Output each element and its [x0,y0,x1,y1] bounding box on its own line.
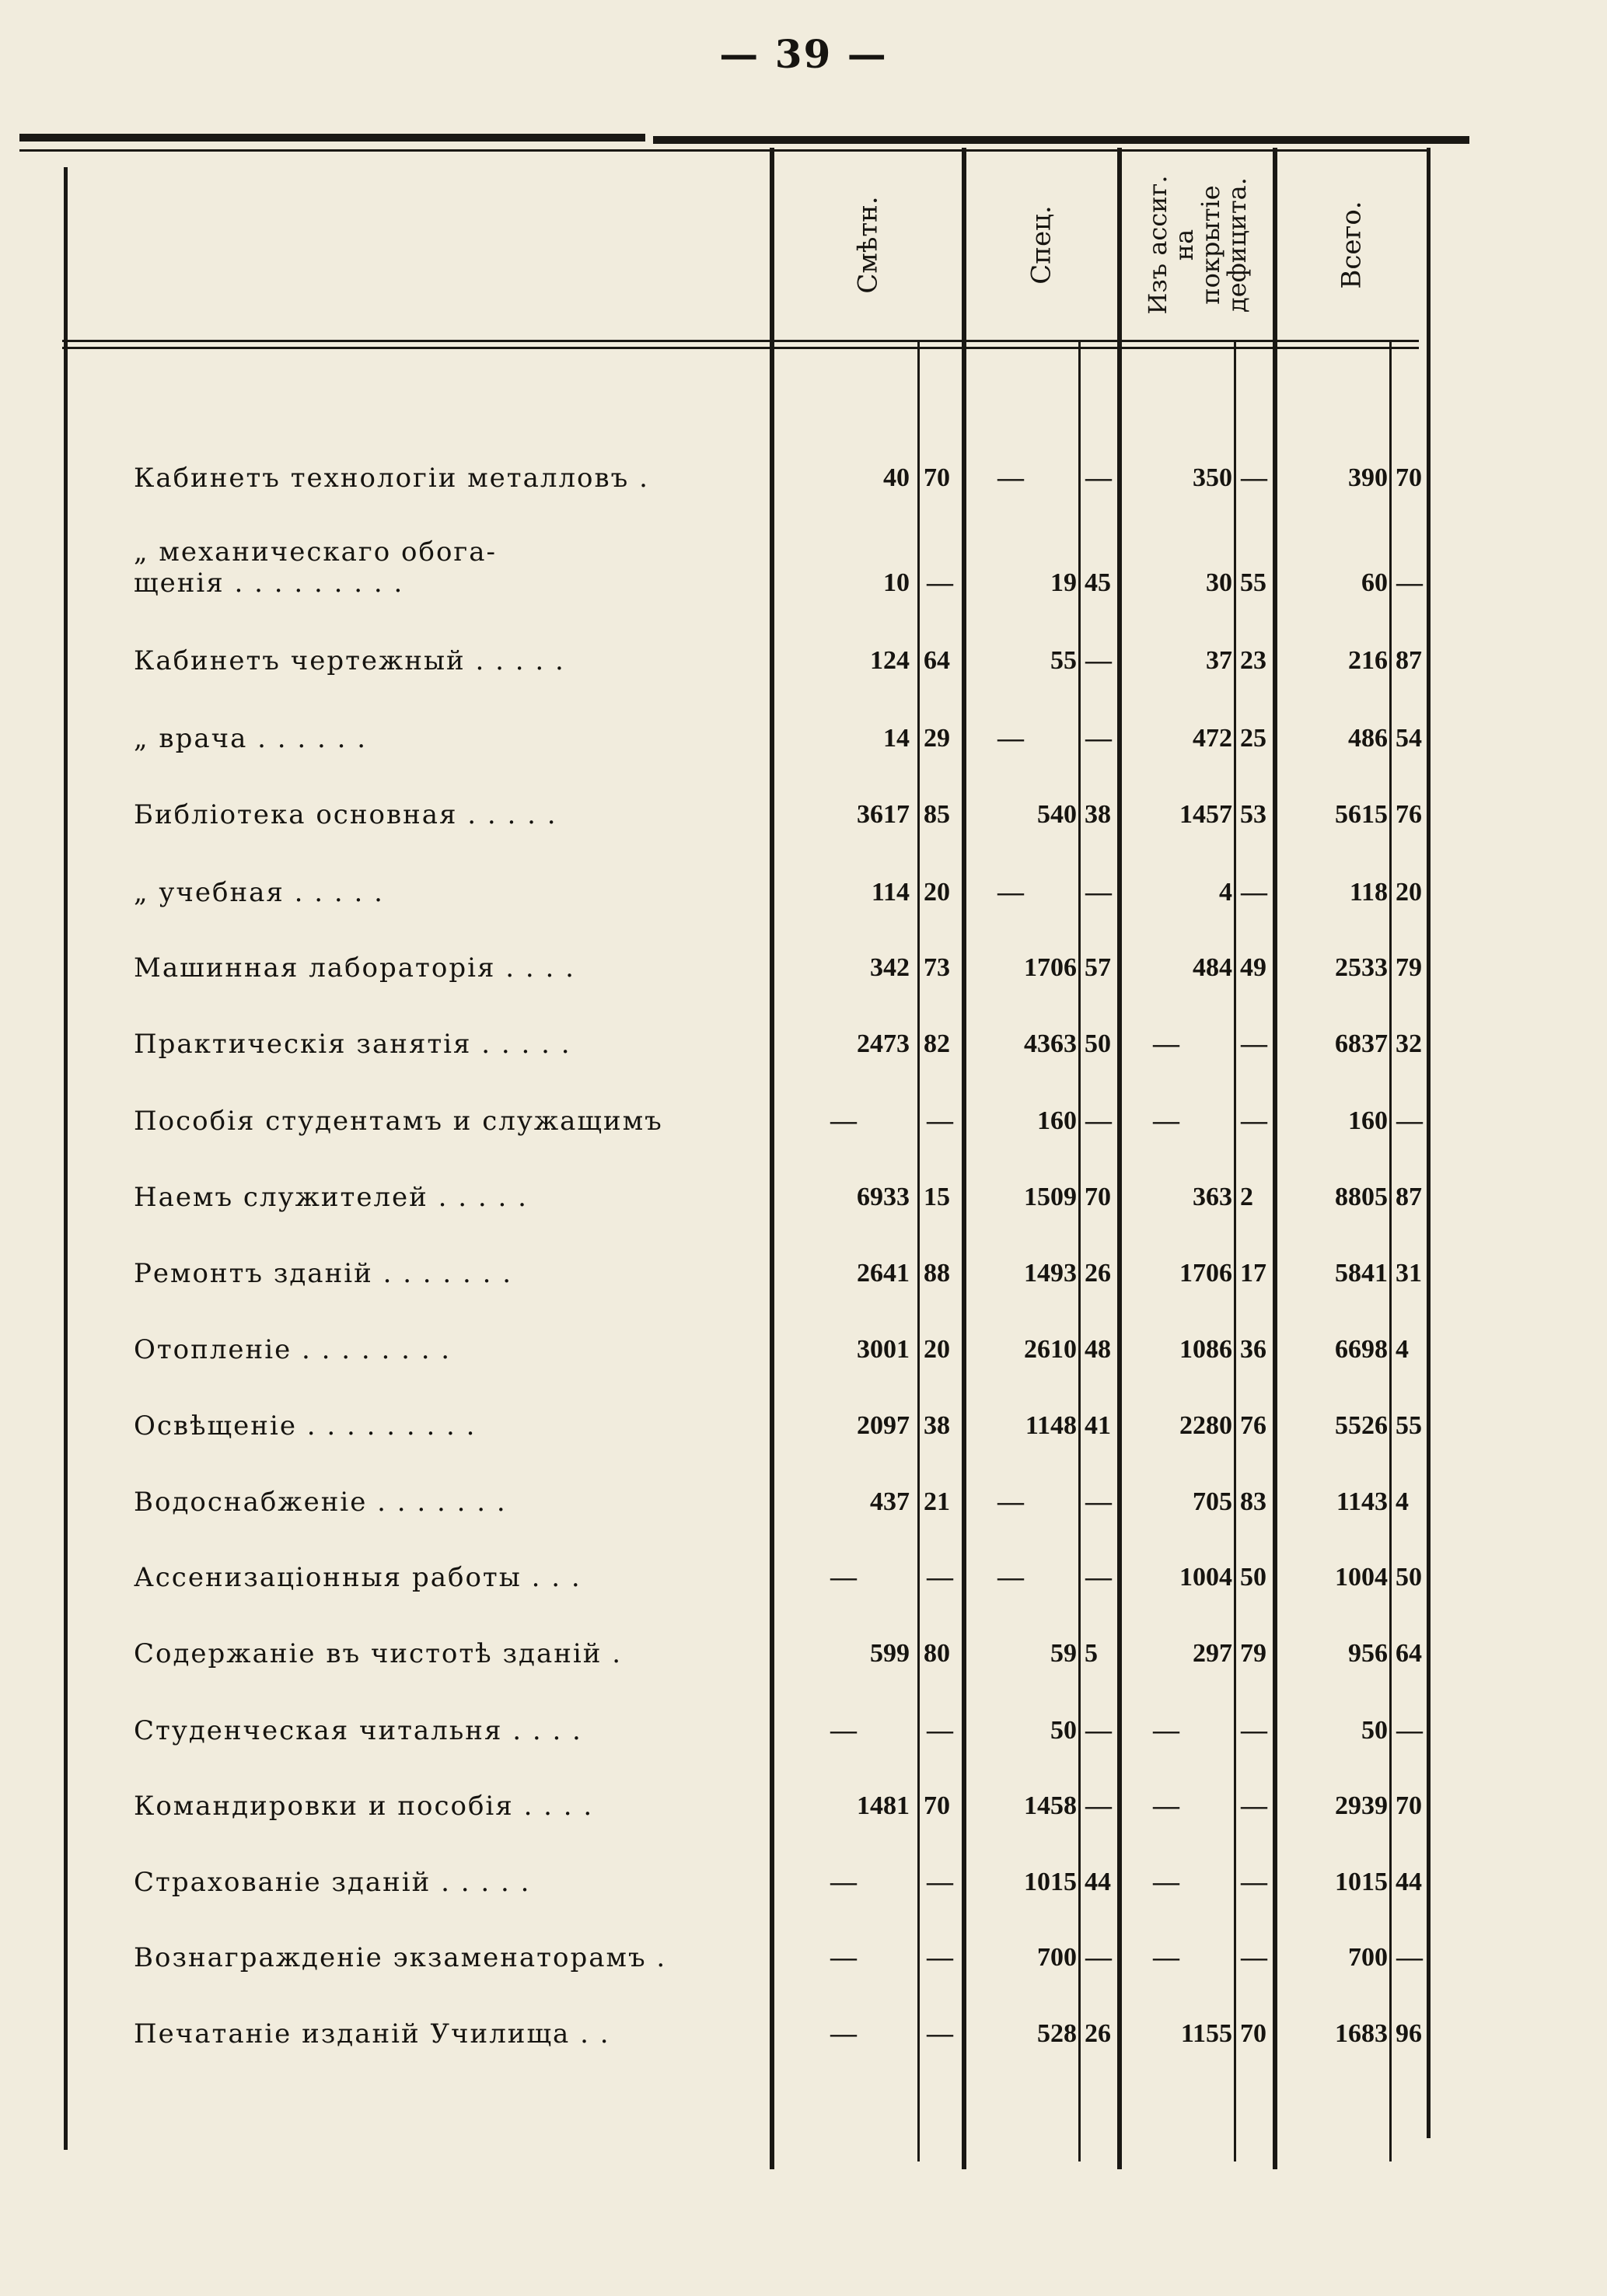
spets-rubles: 1458 [1024,1791,1077,1820]
spets-kopecks: — [1085,1106,1112,1135]
spets-kopecks: — [1085,1716,1112,1745]
smetn-kopecks: 38 [924,1411,950,1440]
smetn-rubles: 3001 [857,1335,910,1364]
table-row [0,1479,1607,1525]
table-row [0,1174,1607,1221]
deficit-kopecks: 2 [1240,1183,1253,1211]
spets-kopecks: 38 [1085,800,1111,829]
smetn-kopecks: 64 [924,646,950,675]
spets-rubles: — [997,1563,1024,1592]
total-rubles: 2939 [1335,1791,1388,1820]
spets-rubles: 55 [1050,646,1077,675]
deficit-rubles: 2280 [1179,1411,1232,1440]
smetn-kopecks: 88 [924,1259,950,1288]
table-row [0,1934,1607,1981]
header-smetn [774,156,962,334]
total-kopecks: 64 [1396,1639,1422,1668]
spets-rubles: 1509 [1024,1183,1077,1211]
header-spets-label: Спец. [1026,205,1057,285]
deficit-kopecks: 70 [1240,2019,1266,2048]
spets-rubles: 700 [1037,1943,1077,1972]
smetn-kopecks: 70 [924,1791,950,1820]
spets-rubles: 540 [1037,800,1077,829]
deficit-rubles: 1706 [1179,1259,1232,1288]
spets-rubles: — [997,724,1024,753]
total-rubles: 956 [1348,1639,1388,1668]
spets-rubles: — [997,463,1024,492]
row-label: Вознагражденіе экзаменаторамъ . [134,1942,667,1973]
smetn-rubles: 114 [871,878,910,907]
deficit-kopecks: — [1241,1868,1267,1896]
table-row [0,792,1607,838]
total-kopecks: 50 [1396,1563,1422,1592]
spets-kopecks: — [1085,724,1112,753]
total-rubles: 6837 [1335,1029,1388,1058]
top-rule-left [19,134,645,142]
spets-kopecks: — [1085,1563,1112,1592]
top-rule-right [653,136,1469,144]
smetn-kopecks: 73 [924,953,950,982]
table-row [0,1707,1607,1754]
spets-rubles: 1493 [1024,1259,1077,1288]
total-rubles: 160 [1348,1106,1388,1135]
smetn-rubles: — [830,1716,857,1745]
table-row [0,1021,1607,1068]
deficit-kopecks: 83 [1240,1487,1266,1516]
spets-kopecks: 48 [1085,1335,1111,1364]
row-label: Библіотека основная . . . . . [134,799,557,830]
header-smetn-label: Смѣтн. [852,196,884,294]
total-kopecks: 70 [1396,1791,1422,1820]
spets-rubles: 2610 [1024,1335,1077,1364]
row-label: Кабинетъ технологіи металловъ . [134,463,649,494]
header-separator-2 [62,347,1419,349]
spets-rubles: 528 [1037,2019,1077,2048]
smetn-kopecks: 20 [924,878,950,907]
deficit-rubles: 1155 [1180,2019,1232,2048]
smetn-rubles: — [830,1943,857,1972]
row-label: „ механическаго обога- щенія . . . . . . . . . [134,536,497,599]
row-label: Машинная лабораторія . . . . [134,952,575,984]
smetn-kopecks: 20 [924,1335,950,1364]
smetn-kopecks: — [927,1106,953,1135]
table-row [0,2011,1607,2057]
spets-kopecks: 70 [1085,1183,1111,1211]
row-label: „ врача . . . . . . [134,723,368,754]
spets-kopecks: 41 [1085,1411,1111,1440]
table-row [0,1403,1607,1449]
row-label: Ремонтъ зданій . . . . . . . [134,1258,513,1289]
table-row [0,529,1607,606]
spets-kopecks: 26 [1085,1259,1111,1288]
total-kopecks: 4 [1396,1487,1409,1516]
smetn-rubles: 3617 [857,800,910,829]
total-kopecks: 70 [1396,463,1422,492]
total-kopecks: 20 [1396,878,1422,907]
row-label: Ассенизаціонныя работы . . . [134,1562,582,1593]
spets-kopecks: 26 [1085,2019,1111,2048]
row-label: Водоснабженіе . . . . . . . [134,1487,507,1518]
deficit-rubles: — [1153,1868,1179,1896]
smetn-kopecks: — [927,568,953,597]
total-kopecks: — [1396,1716,1423,1745]
deficit-rubles: — [1153,1106,1179,1135]
table-row [0,1554,1607,1601]
row-label: Пособія студентамъ и служащимъ [134,1106,663,1137]
deficit-kopecks: 49 [1240,953,1266,982]
row-label: Содержаніе въ чистотѣ зданій . [134,1638,623,1669]
smetn-rubles: — [830,1563,857,1592]
row-label: Кабинетъ чертежный . . . . . [134,645,565,676]
smetn-rubles: 14 [883,724,910,753]
smetn-rubles: — [830,1106,857,1135]
table-row [0,945,1607,991]
deficit-kopecks: 55 [1240,568,1266,597]
deficit-rubles: 30 [1206,568,1232,597]
total-rubles: 5526 [1335,1411,1388,1440]
page-number: — 39 — [719,31,888,77]
row-label: Студенческая читальня . . . . [134,1715,582,1746]
deficit-kopecks: 53 [1240,800,1266,829]
header-deficit-label: Изъ ассиг. на покрытіе дефицита. [1143,175,1252,315]
table-row [0,1630,1607,1677]
smetn-rubles: 2641 [857,1259,910,1288]
smetn-kopecks: — [927,1943,953,1972]
total-rubles: 60 [1361,568,1388,597]
smetn-rubles: 599 [870,1639,910,1668]
deficit-rubles: 705 [1193,1487,1232,1516]
table-row [0,1326,1607,1373]
total-kopecks: 4 [1396,1335,1409,1364]
spets-kopecks: 50 [1085,1029,1111,1058]
deficit-rubles: 1004 [1179,1563,1232,1592]
deficit-kopecks: 36 [1240,1335,1266,1364]
total-rubles: 6698 [1335,1335,1388,1364]
smetn-kopecks: 21 [924,1487,950,1516]
smetn-kopecks: — [927,1716,953,1745]
spets-rubles: 4363 [1024,1029,1077,1058]
table-row [0,455,1607,501]
table-row [0,869,1607,916]
deficit-kopecks: — [1241,1106,1267,1135]
smetn-rubles: 342 [870,953,910,982]
deficit-rubles: — [1153,1943,1179,1972]
smetn-kopecks: — [927,2019,953,2048]
total-kopecks: — [1396,1106,1423,1135]
smetn-kopecks: — [927,1868,953,1896]
total-kopecks: — [1396,568,1423,597]
total-rubles: 118 [1349,878,1388,907]
spets-rubles: — [997,1487,1024,1516]
deficit-rubles: — [1153,1029,1179,1058]
header-separator [62,340,1419,342]
spets-kopecks: 45 [1085,568,1111,597]
total-rubles: 5841 [1335,1259,1388,1288]
spets-rubles: 19 [1050,568,1077,597]
row-label: Командировки и пособія . . . . [134,1791,594,1822]
row-label: Наемъ служителей . . . . . [134,1182,528,1213]
total-rubles: 700 [1348,1943,1388,1972]
spets-rubles: 1015 [1024,1868,1077,1896]
total-rubles: 50 [1361,1716,1388,1745]
total-rubles: 486 [1348,724,1388,753]
deficit-rubles: 484 [1193,953,1232,982]
total-rubles: 8805 [1335,1183,1388,1211]
header-total [1277,156,1427,334]
smetn-kopecks: 15 [924,1183,950,1211]
total-kopecks: 55 [1396,1411,1422,1440]
smetn-kopecks: 29 [924,724,950,753]
spets-kopecks: 5 [1085,1639,1098,1668]
top-rule-thin [19,149,1427,152]
smetn-kopecks: — [927,1563,953,1592]
spets-kopecks: — [1085,1943,1112,1972]
table-row [0,1859,1607,1906]
total-rubles: 1004 [1335,1563,1388,1592]
total-rubles: 390 [1348,463,1388,492]
smetn-rubles: — [830,2019,857,2048]
total-kopecks: 87 [1396,646,1422,675]
deficit-kopecks: — [1241,1029,1267,1058]
smetn-kopecks: 80 [924,1639,950,1668]
deficit-kopecks: — [1241,1791,1267,1820]
table-row [0,638,1607,684]
deficit-rubles: 1086 [1179,1335,1232,1364]
deficit-kopecks: 76 [1240,1411,1266,1440]
row-label: Страхованіе зданій . . . . . [134,1867,531,1898]
deficit-rubles: 1457 [1179,800,1232,829]
deficit-rubles: 472 [1193,724,1232,753]
total-rubles: 5615 [1335,800,1388,829]
spets-rubles: — [997,878,1024,907]
row-label: Отопленіе . . . . . . . . [134,1334,452,1365]
deficit-kopecks: — [1241,1716,1267,1745]
deficit-kopecks: 23 [1240,646,1266,675]
spets-kopecks: — [1085,1487,1112,1516]
table-row [0,715,1607,762]
table-row [0,1250,1607,1297]
deficit-kopecks: 79 [1240,1639,1266,1668]
total-rubles: 1015 [1335,1868,1388,1896]
total-kopecks: 87 [1396,1183,1422,1211]
spets-rubles: 59 [1050,1639,1077,1668]
total-rubles: 1683 [1335,2019,1388,2048]
header-deficit [1122,156,1273,334]
spets-rubles: 1706 [1024,953,1077,982]
spets-kopecks: — [1085,463,1112,492]
deficit-rubles: 4 [1219,878,1232,907]
total-rubles: 2533 [1335,953,1388,982]
row-label: Освѣщеніе . . . . . . . . . [134,1410,477,1442]
deficit-kopecks: — [1241,878,1267,907]
deficit-rubles: 297 [1193,1639,1232,1668]
deficit-kopecks: — [1241,1943,1267,1972]
spets-kopecks: — [1085,646,1112,675]
total-kopecks: 79 [1396,953,1422,982]
row-label: „ учебная . . . . . [134,877,384,908]
deficit-rubles: 37 [1206,646,1232,675]
total-rubles: 216 [1348,646,1388,675]
total-kopecks: 76 [1396,800,1422,829]
total-kopecks: — [1396,1943,1423,1972]
smetn-rubles: 6933 [857,1183,910,1211]
total-kopecks: 44 [1396,1868,1422,1896]
deficit-rubles: — [1153,1791,1179,1820]
total-kopecks: 54 [1396,724,1422,753]
spets-rubles: 160 [1037,1106,1077,1135]
smetn-rubles: — [830,1868,857,1896]
spets-kopecks: — [1085,878,1112,907]
smetn-kopecks: 70 [924,463,950,492]
table-row [0,1783,1607,1829]
total-kopecks: 96 [1396,2019,1422,2048]
row-label: Печатаніе изданій Училища . . [134,2018,610,2050]
smetn-rubles: 2097 [857,1411,910,1440]
smetn-rubles: 1481 [857,1791,910,1820]
total-rubles: 1143 [1336,1487,1388,1516]
smetn-rubles: 40 [883,463,910,492]
spets-kopecks: 44 [1085,1868,1111,1896]
deficit-kopecks: — [1241,463,1267,492]
smetn-kopecks: 85 [924,800,950,829]
header-spets [966,156,1117,334]
smetn-rubles: 124 [870,646,910,675]
header-total-label: Всего. [1336,201,1368,289]
deficit-kopecks: 50 [1240,1563,1266,1592]
smetn-rubles: 437 [870,1487,910,1516]
deficit-rubles: 350 [1193,463,1232,492]
spets-kopecks: — [1085,1791,1112,1820]
spets-kopecks: 57 [1085,953,1111,982]
row-label: Практическія занятія . . . . . [134,1029,571,1060]
total-kopecks: 31 [1396,1259,1422,1288]
spets-rubles: 1148 [1025,1411,1077,1440]
total-kopecks: 32 [1396,1029,1422,1058]
deficit-kopecks: 25 [1240,724,1266,753]
smetn-rubles: 2473 [857,1029,910,1058]
table-row [0,1098,1607,1145]
deficit-rubles: — [1153,1716,1179,1745]
spets-rubles: 50 [1050,1716,1077,1745]
deficit-rubles: 363 [1193,1183,1232,1211]
smetn-kopecks: 82 [924,1029,950,1058]
smetn-rubles: 10 [883,568,910,597]
deficit-kopecks: 17 [1240,1259,1266,1288]
